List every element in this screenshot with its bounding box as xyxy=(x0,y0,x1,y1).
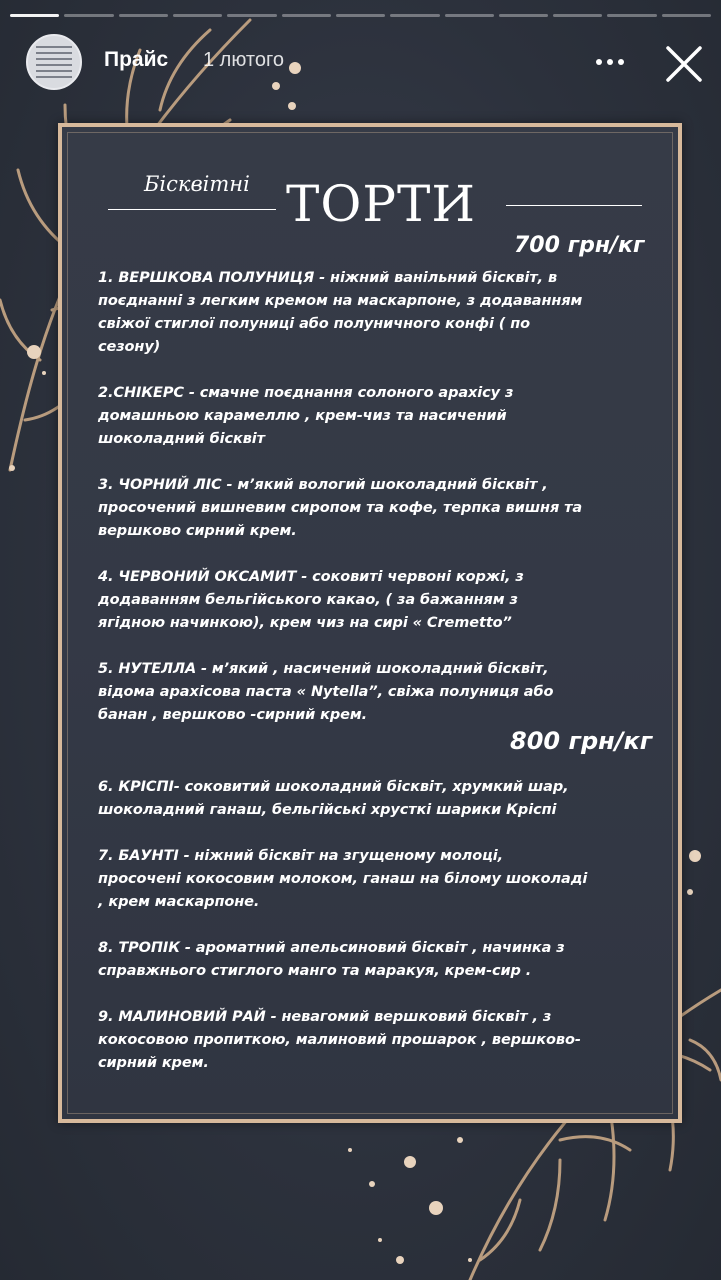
avatar[interactable] xyxy=(26,34,82,90)
progress-segment xyxy=(119,14,168,17)
progress-segment xyxy=(390,14,439,17)
menu-item: 7. БАУНТІ - ніжний бісквіт на згущеному молоці, просочені кокосовим молоком, ганаш на білому шоколаді , крем маскарпоне. xyxy=(98,848,588,910)
price-label: 700 грн/кг xyxy=(514,233,645,258)
progress-segment xyxy=(64,14,113,17)
title-divider-left xyxy=(108,209,276,210)
menu-title: ТОРТИ xyxy=(286,175,476,233)
progress-segment xyxy=(10,14,59,17)
progress-segment xyxy=(553,14,602,17)
progress-segment xyxy=(282,14,331,17)
menu-item-list xyxy=(98,776,588,1098)
menu-item: 1. ВЕРШКОВА ПОЛУНИЦЯ - ніжний ванільний бісквіт, в поєднанні з легким кремом на маскарпоне, з додаванням свіжої стиглої полуниці або полуничного конфі ( по сезону) xyxy=(98,270,583,355)
menu-subtitle: Бісквітні xyxy=(144,172,250,196)
progress-segment xyxy=(336,14,385,17)
story-username[interactable]: Прайс xyxy=(104,48,169,71)
menu-item: 2.СНІКЕРС - смачне поєднання солоного арахісу з домашньою карамеллю , крем-чиз та насичений шоколадний бісквіт xyxy=(98,385,514,447)
menu-item: 3. ЧОРНИЙ ЛІС - м’який вологий шоколадний бісквіт , просочений вишневим сиропом та кофе, терпка вишня та вершково сирний крем. xyxy=(98,477,583,539)
close-icon xyxy=(662,42,706,86)
menu-item: 9. МАЛИНОВИЙ РАЙ - невагомий вершковий бісквіт , з кокосовою пропиткою, малиновий прошарок , вершково-сирний крем. xyxy=(98,1009,581,1071)
progress-segment xyxy=(607,14,656,17)
price-label: 800 грн/кг xyxy=(510,727,653,755)
progress-segment xyxy=(173,14,222,17)
story-progress-bar xyxy=(10,14,711,17)
progress-segment xyxy=(227,14,276,17)
story-header xyxy=(0,30,721,100)
menu-item-list xyxy=(98,267,588,750)
more-icon xyxy=(592,44,628,80)
progress-segment xyxy=(662,14,711,17)
menu-item: 6. КРІСПІ- соковитий шоколадний бісквіт, хрумкий шар, шоколадний ганаш, бельгійські хрусткі шарики Кріспі xyxy=(98,779,569,818)
menu-item: 5. НУТЕЛЛА - м’який , насичений шоколадний бісквіт, відома арахісова паста « Nytella”, свіжа полуниця або банан , вершково -сирний крем. xyxy=(98,661,554,723)
menu-item: 4. ЧЕРВОНИЙ ОКСАМИТ - соковиті червоні коржі, з додаванням бельгійського какао, ( за бажанням з ягідною начинкою), крем чиз на сирі « Cremetto” xyxy=(98,569,524,631)
progress-segment xyxy=(499,14,548,17)
title-divider-right xyxy=(506,205,642,206)
more-options-button[interactable] xyxy=(592,44,628,80)
progress-segment xyxy=(445,14,494,17)
close-button[interactable] xyxy=(662,42,706,86)
story-timestamp: 1 лютого xyxy=(203,49,284,71)
menu-item: 8. ТРОПІК - ароматний апельсиновий бісквіт , начинка з справжнього стиглого манго та маракуя, крем-сир . xyxy=(98,940,565,979)
